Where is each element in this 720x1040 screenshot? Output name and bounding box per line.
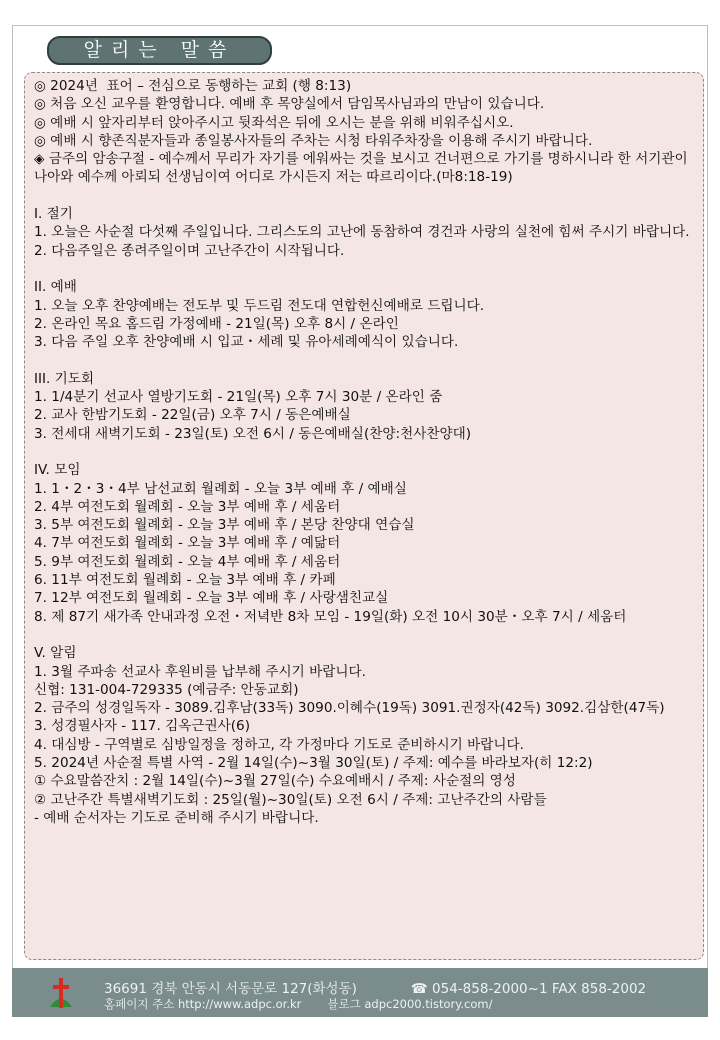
sections-block [34,187,695,827]
footer-address: 36691 경북 안동시 서동문로 127(화성동) [104,981,357,997]
section-heading: IV. 모임 [34,462,81,479]
section-heading: V. 알림 [34,645,77,662]
section-item: 5. 2024년 사순절 특별 사역 - 2월 14일(수)~3월 30일(토) / 주제: 예수를 바라보자(히 12:2) [34,754,593,771]
section-item: 5. 9부 여전도회 월례회 - 오늘 4부 예배 후 / 세움터 [34,553,341,570]
intro-line: ◎ 예배 시 앞자리부터 앉아주시고 뒷좌석은 뒤에 오시는 분을 위해 비워주십시오. [34,114,514,131]
section-spacer [34,443,695,461]
section-item: - 예배 순서자는 기도로 준비해 주시기 바랍니다. [34,809,319,826]
intro-line: ◎ 예배 시 향존직분자들과 종일봉사자들의 주차는 시청 타워주차장을 이용해 주시기 바랍니다. [34,132,593,149]
section-item: 7. 12부 여전도회 월례회 - 오늘 3부 예배 후 / 사랑샘친교실 [34,590,389,607]
page-title: 알리는 말씀 [47,36,272,65]
section-item: 3. 다음 주일 오후 찬양예배 시 입교・세례 및 유아세례예식이 있습니다. [34,334,459,351]
section-item: 6. 11부 여전도회 월례회 - 오늘 3부 예배 후 / 카페 [34,572,336,589]
section-item: 3. 5부 여전도회 월례회 - 오늘 3부 예배 후 / 본당 찬양대 연습실 [34,517,415,534]
section-item: 2. 금주의 성경일독자 - 3089.김후남(33독) 3090.이혜수(19독) 3091.권정자(42독) 3092.김삼한(47독) [34,700,665,717]
footer-line-2 [104,996,493,1012]
section-item: 1. 3월 주파송 선교사 후원비를 납부해 주시기 바랍니다. [34,663,366,680]
footer-homepage-link[interactable]: 홈페이지 주소 http://www.adpc.or.kr [104,997,302,1011]
footer [12,968,708,1017]
section-item: 3. 전세대 새벽기도회 - 23일(토) 오전 6시 / 동은예배실(찬양:천사찬양대) [34,425,472,442]
section-heading: I. 절기 [34,206,73,223]
section-item: 2. 온라인 목요 홈드림 가정예배 - 21일(목) 오후 8시 / 온라인 [34,315,399,332]
footer-line-1 [104,977,646,997]
section-item: ① 수요말씀잔치 : 2월 14일(수)~3월 27일(수) 수요예배시 / 주제: 사순절의 영성 [34,773,516,790]
section-spacer [34,260,695,278]
section-item: 1. 오늘 오후 찬양예배는 전도부 및 두드림 전도대 연합헌신예배로 드립니다. [34,297,485,314]
section-item: 2. 교사 한밤기도회 - 22일(금) 오후 7시 / 동은예배실 [34,407,351,424]
section-item: 8. 제 87기 새가족 안내과정 오전・저녁반 8차 모임 - 19일(화) 오전 10시 30분・오후 7시 / 세움터 [34,608,627,625]
section-item: 1. 1/4분기 선교사 열방기도회 - 21일(목) 오후 7시 30분 / 온라인 줌 [34,389,443,406]
intro-line: ◎ 2024년 표어 – 전심으로 동행하는 교회 (행 8:13) [34,78,352,94]
intro-line: ◈ 금주의 암송구절 - 예수께서 무리가 자기를 에워싸는 것을 보시고 건너편으로 가기를 명하시니라 한 서기관이 나아와 예수께 아뢰되 선생님이여 어디로 가시든지 저는 따르리이다.(마8:18-19) [34,151,692,186]
section-spacer [34,626,695,644]
section-item: 3. 성경필사자 - 117. 김옥근권사(6) [34,718,250,735]
section-spacer [34,351,695,369]
section-item: 4. 7부 여전도회 월례회 - 오늘 3부 예배 후 / 예닮터 [34,535,341,552]
footer-blog-link[interactable]: 블로그 adpc2000.tistory.com/ [327,997,493,1011]
intro-block [34,77,695,187]
section-item: 1. 오늘은 사순절 다섯째 주일입니다. 그리스도의 고난에 동참하여 경건과 사랑의 실천에 힘써 주시기 바랍니다. [34,224,690,241]
section-heading: III. 기도회 [34,370,95,387]
notice-content [24,72,704,960]
section-item: 2. 다음주일은 종려주일이며 고난주간이 시작됩니다. [34,242,345,259]
intro-line: ◎ 처음 오신 교우를 환영합니다. 예배 후 목양실에서 담임목사님과의 만남이 있습니다. [34,96,545,113]
section-heading: II. 예배 [34,279,77,296]
church-cross-logo-icon [48,977,74,1009]
section-item: 신협: 131-004-729335 (예금주: 안동교회) [34,681,299,698]
section-item: ② 고난주간 특별새벽기도회 : 25일(월)~30일(토) 오전 6시 / 주제: 고난주간의 사람들 [34,791,547,808]
footer-phone: ☎ 054-858-2000~1 FAX 858-2002 [410,981,647,997]
section-item: 1. 1・2・3・4부 남선교회 월례회 - 오늘 3부 예배 후 / 예배실 [34,480,407,497]
section-spacer [34,187,695,205]
section-item: 4. 대심방 - 구역별로 심방일정을 정하고, 각 가정마다 기도로 준비하시기 바랍니다. [34,736,524,753]
section-item: 2. 4부 여전도회 월례회 - 오늘 3부 예배 후 / 세움터 [34,498,341,515]
